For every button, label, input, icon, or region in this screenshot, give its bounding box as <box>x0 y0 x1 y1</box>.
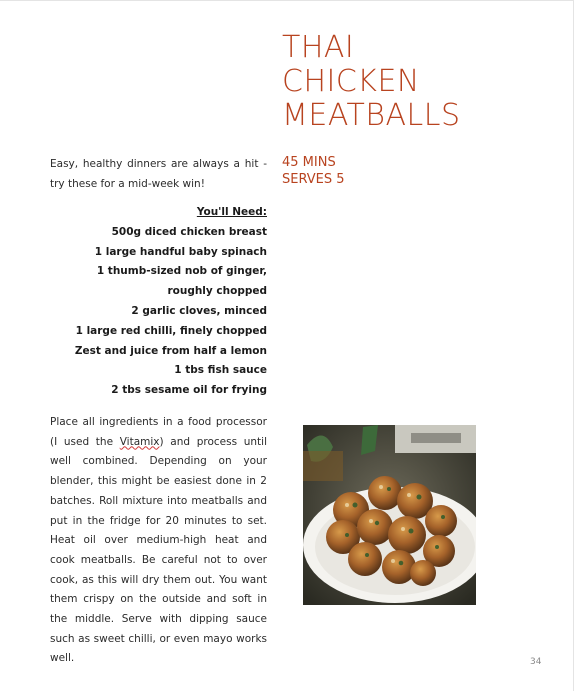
title-line-3: MEATBALLS <box>282 98 461 133</box>
servings: SERVES 5 <box>282 172 345 187</box>
ingredient-item: 1 tbs fish sauce <box>174 364 267 377</box>
ingredient-item: 2 tbs sesame oil for frying <box>111 384 267 397</box>
ingredient-item: 1 large handful baby spinach <box>94 245 267 258</box>
ingredient-item: 2 garlic cloves, minced <box>131 304 267 317</box>
ingredients-list <box>50 203 267 401</box>
ingredients-heading: You'll Need: <box>196 206 267 218</box>
title-line-1: THAI <box>282 30 355 65</box>
method-text <box>50 413 267 669</box>
method-text-part-2: ) and process until well combined. Depending on your blender, this might be easiest done in 2 batches. Roll mixture into meatballs and put in the fridge for 20 minutes to set. Heat oil over medium-high heat and cook meatballs. Be careful not to over cook, as this will dry them out. You want them crispy on the outside and soft in the middle. Serve with dipping sauce such as sweet chilli, or even mayo works well. <box>50 435 267 665</box>
ingredient-item: 500g diced chicken breast <box>111 225 267 238</box>
ingredient-item: Zest and juice from half a lemon <box>74 344 267 357</box>
brand-name-spellcheck: Vitamix <box>119 435 160 448</box>
ingredient-item: 1 thumb-sized nob of ginger, roughly chopped <box>96 265 267 298</box>
recipe-meta <box>282 154 345 188</box>
ingredient-item: 1 large red chilli, finely chopped <box>75 324 267 337</box>
meatballs-photo <box>303 425 476 605</box>
method-text-part-1: Place all ingredients in a food processor (I used the <box>50 416 267 448</box>
recipe-title <box>282 31 562 133</box>
title-line-2: CHICKEN <box>282 64 420 99</box>
cook-time: 45 MINS <box>282 155 336 170</box>
recipe-intro: Easy, healthy dinners are always a hit - try these for a mid-week win! <box>50 158 267 190</box>
page-number: 34 <box>530 657 542 667</box>
